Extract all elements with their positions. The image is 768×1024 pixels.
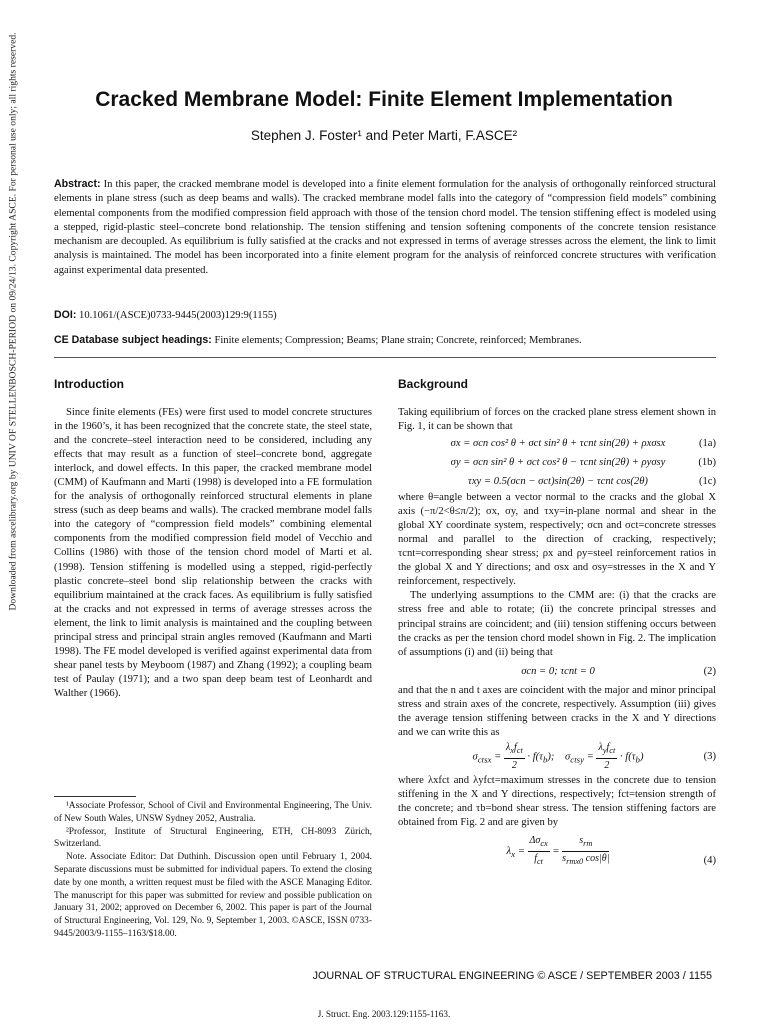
subject-headings [54, 334, 582, 346]
doi-link[interactable]: 10.1061/(ASCE)0733-9445(2003)129:9(1155) [79, 310, 277, 321]
background-after-2: and that the n and t axes are coincident with the major and minor principal stress and strain axes of the concrete, respectively. Assumption (iii) gives the average tension stiffening between cracks in the X and Y directions and we can write this as [398, 684, 716, 738]
download-side-note: Downloaded from ascelibrary.org by UNIV OF STELLENBOSCH-PERIOD on 09/24/13. Copyright ASCE. For personal use only; all rights reserved. [7, 32, 19, 611]
background-after-3: where λxfct and λyfct=maximum stresses in the concrete due to tension stiffening in the X and Y directions, respectively; fct=tension strength of the concrete; and τb=bond shear stress. The tension stiffening factors are obtained from Fig. 2 and are given by [398, 774, 716, 828]
equation-1b-expr: σy = σcn sin² θ + σct cos² θ − τcnt sin(2θ) + ρyσsy [450, 456, 666, 468]
equation-3-fraction-y: $\frac{\lambda_yf_{ct}}{2}$ [598, 741, 616, 771]
introduction-heading: Introduction [54, 377, 124, 391]
footnote-1: ¹Associate Professor, School of Civil and Environmental Engineering, The Univ. of New South Wales, UNSW Sydney 2052, Australia. [54, 801, 372, 824]
abstract-label: Abstract: [54, 178, 101, 190]
equation-2-expr: σcn = 0; τcnt = 0 [521, 665, 595, 677]
background-heading: Background [398, 377, 469, 391]
paper-authors: Stephen J. Foster¹ and Peter Marti, F.ASCE² [250, 128, 518, 143]
doi-label: DOI: [54, 309, 77, 321]
equation-1b-number: (1b) [698, 456, 716, 468]
footnotes [54, 800, 372, 941]
equation-2 [398, 660, 716, 684]
footnote-2: ²Professor, Institute of Structural Engineering, ETH, CH-8093 Zürich, Switzerland. [54, 826, 372, 850]
introduction-paragraph: Since finite elements (FEs) were first used to model concrete structures in the 1960’s, it has been recognized that the concrete state, the steel state, and the concrete–steel interaction need to be considered, including any effects that may result as a function of steel–concrete bond, aggregate interlock, and dowel effects. In this paper, the cracked membrane model (CMM) of Kaufmann and Marti (1998) is developed into a FE formulation for the analysis of orthogonally reinforced structural elements in plane stress (such as deep beams and walls). The cracked membrane model falls into the category of “compression field models” combining elemental components from the modified compression field model of Vecchio and Collins (1986) with those of the tension chord model of Marti et al. (1998). Tension stiffening is modelled using a stepped, rigid-perfectly plastic concrete–steel bond slip relationship between the cracks with equilibrium maintained at the crack faces. As equilibrium is fully satisfied at the cracks and not expressed in terms of average stresses across the element, the link to limit analysis is maintained and the coupling between principal stress and principal strain angles removed (Kaufmann and Marti 1998). The FE model developed is verified against experimental data from shear panel tests by Meyboom (1987) and Zhang (1992); a coupling beam test of Paulay (1971); and a two span deep beam test of Leonhardt and Walther (1966). [54, 407, 372, 699]
footnote-note: Note. Associate Editor: Dat Duthinh. Discussion open until February 1, 2004. Separate discussions must be submitted for individual papers. To extend the closing date by one month, a written request must be filed with the ASCE Managing Editor. The manuscript for this paper was submitted for review and possible publication on January 31, 2002; approved on December 6, 2002. This paper is part of the Journal of Structural Engineering, Vol. 129, No. 9, September 1, 2003. ©ASCE, ISSN 0733-9445/2003/9-1155–1163/$18.00. [54, 852, 372, 939]
equation-1a-expr: σx = σcn cos² θ + σct sin² θ + τcnt sin(2θ) + ρxσsx [450, 437, 666, 449]
equation-1c [398, 472, 716, 491]
background-intro: Taking equilibrium of forces on the cracked plane stress element shown in Fig. 1, it can be shown that [398, 407, 716, 433]
background-body [398, 406, 716, 870]
journal-footer: JOURNAL OF STRUCTURAL ENGINEERING © ASCE / SEPTEMBER 2003 / 1155 [312, 970, 712, 982]
background-assumptions: The underlying assumptions to the CMM are: (i) that the cracks are stress free and able to rotate; (ii) the concrete principal stresses and principal strains are coincident; and (iii) tension stiffening occurs between the cracks as per the tension chord model shown in Fig. 2. The implication of assumptions (i) and (ii) being that [398, 590, 716, 658]
introduction-body [54, 406, 372, 701]
equation-4-number: (4) [703, 855, 716, 867]
equation-3-number: (3) [703, 750, 716, 762]
equation-1a-number: (1a) [698, 437, 716, 449]
equation-4-fraction-1: $\frac{\Delta\sigma_{cx}}{f_{ct}}$ [529, 835, 548, 867]
doi-line [54, 309, 277, 321]
equation-1c-expr: τxy = 0.5(σcn − σct)sin(2θ) − τcnt cos(2θ) [468, 475, 648, 487]
equation-4-fraction-2: $\frac{s_{rm}}{s_{rmx0} \cos|\theta|}$ [562, 835, 610, 867]
equation-4 [398, 830, 716, 870]
equation-1b [398, 453, 716, 472]
equation-3-fraction-x: $\frac{\lambda_xf_{ct}}{2}$ [505, 741, 523, 771]
equation-2-number: (2) [703, 665, 716, 677]
equation-3 [398, 740, 716, 774]
equation-4-expr: $\lambda_x$ = $\frac{\Delta\sigma_{cx}}{f_{ct}}$ = $\frac{s_{rm}}{s_{rmx0} \cos|\theta|}$ [398, 830, 690, 869]
paper-title: Cracked Membrane Model: Finite Element Implementation [95, 88, 673, 111]
abstract [54, 177, 716, 278]
footnote-divider [54, 796, 136, 797]
subject-headings-text: Finite elements; Compression; Beams; Plane strain; Concrete, reinforced; Membranes. [214, 335, 582, 346]
subject-headings-label: CE Database subject headings: [54, 334, 212, 346]
citation-footer: J. Struct. Eng. 2003.129:1155-1163. [317, 1009, 451, 1019]
header-divider [54, 357, 716, 358]
equation-1a [398, 434, 716, 453]
background-where-1: where θ=angle between a vector normal to the cracks and the global X axis (−π/2<θ≤π/2); σx, σy, and τxy=in-plane normal and shear in the global XY coordinate system, respectively; σcn and σct=concrete stresses normal and parallel to the direction of cracking, respectively; τcnt=corresponding shear stress; ρx and ρy=steel reinforcement ratios in the global X and Y directions; and σsx and σsy=stresses in the X and Y reinforcement, respectively. [398, 492, 716, 588]
equation-1c-number: (1c) [698, 475, 716, 487]
equation-3-expr: $\sigma_{ctsx}$ = $\frac{\lambda_xf_{ct}}{2}$ · $f(\tau_b)$; $\sigma_{ctsy}$ = $\frac{\lambda_yf_{ct}}{2}$ · $f(\tau_b)$ [398, 741, 690, 773]
abstract-text: In this paper, the cracked membrane model is developed into a finite element formulation for the analysis of orthogonally reinforced structural elements in plane stress (such as deep beams and walls). The cracked membrane model falls into the category of “compression field models” combining elemental components from the modified compression field approach with those of the tension chord model. The tension stiffening effect is modeled using a stepped, rigid-plastic steel–concrete bond relationship. The tension stiffening and tension softening components of the concrete tension resistance mechanism are decoupled. As equilibrium is fully satisfied at the cracks and not expressed in terms of average stresses across the element, the link to limit analysis is maintained. The model has been incorporated into a finite element program for the analysis of reinforced concrete structures with verification against experimental data presented. [54, 179, 716, 276]
